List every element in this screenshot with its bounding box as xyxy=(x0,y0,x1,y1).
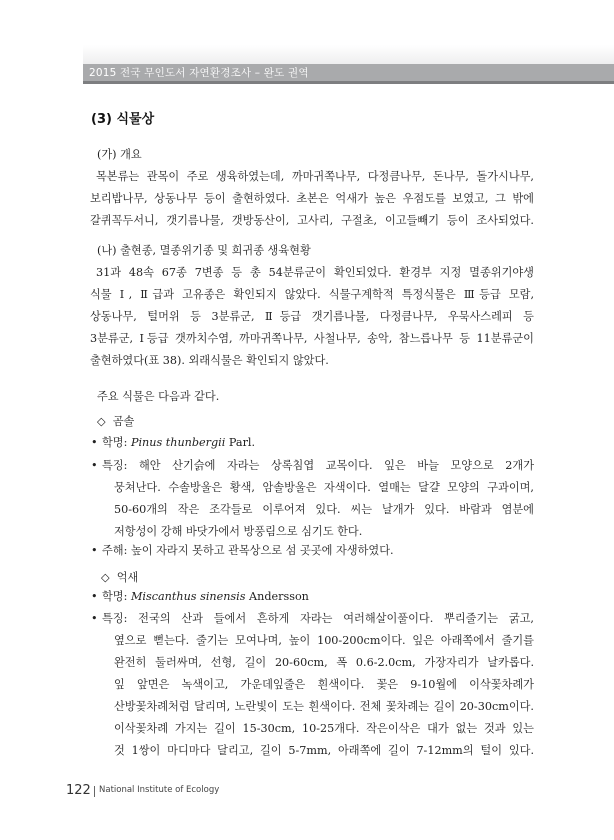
feature-line: 저항성이 강해 바닷가에서 방풍림으로 심기도 한다. xyxy=(114,525,363,538)
sci-name: Miscanthus sinensis xyxy=(130,590,246,603)
sci-author: Andersson xyxy=(245,590,309,603)
section-title: (3) 식물상 xyxy=(91,112,155,127)
paragraph-line: 상동나무, 털머위 등 3분류군, Ⅱ등급 갯기름나물, 다정큼나무, 우묵사스레피 등 xyxy=(90,310,534,323)
feature-line: 전국의 산과 들에서 흔하게 자라는 여러해살이풀이다. 뿌리줄기는 굵고, xyxy=(138,612,534,625)
bullet-icon: • xyxy=(91,590,98,603)
header-fade xyxy=(83,45,614,64)
plant-name: 곰솔 xyxy=(112,415,135,428)
paragraph-line: 보리밥나무, 상동나무 등이 출현하였다. 초본은 억새가 높은 우점도를 보였고, 그 밖에 xyxy=(90,192,534,205)
sci-label: 학명: xyxy=(102,590,131,603)
sci-author: Parl. xyxy=(225,436,256,449)
bullet-icon: • xyxy=(91,544,98,557)
plant-heading-gomsol xyxy=(97,413,134,429)
feature-line: 산방꽃차례처럼 달리며, 노란빛이 도는 흰색이다. 전체 꽃차례는 길이 20-30cm이다. xyxy=(114,700,534,713)
paragraph-line: 목본류는 관목이 주로 생육하였는데, 까마귀쪽나무, 다정큼나무, 돈나무, 돌가시나무, xyxy=(96,170,534,183)
paragraph-line: 갈퀴꼭두서니, 갯기름나물, 갯방동산이, 고사리, 구절초, 이고들빼기 등이 조사되었다. xyxy=(90,214,534,227)
running-header-title: 2015 전국 무인도서 자연환경조사 – 완도 권역 xyxy=(89,67,309,79)
paragraph-ga xyxy=(90,166,534,232)
diamond-icon: ◇ xyxy=(97,415,106,428)
sci-name: Pinus thunbergii xyxy=(130,436,226,449)
feature-item xyxy=(91,455,534,543)
feature-label: 특징: xyxy=(102,612,139,625)
footer-divider xyxy=(94,786,95,797)
diamond-icon: ◇ xyxy=(101,571,110,584)
feature-line: 완전히 둘러싸며, 선형, 길이 20-60cm, 폭 0.6-2.0cm, 가장자리가 날카롭다. xyxy=(114,656,534,669)
intro-text: 주요 식물은 다음과 같다. xyxy=(97,390,220,403)
feature-label: 특징: xyxy=(102,459,139,472)
feature-line: 옆으로 뻗는다. 줄기는 모여나며, 높이 100-200cm이다. 잎은 아래쪽에서 줄기를 xyxy=(114,634,534,647)
feature-line: 것 1쌍이 마디마다 달리고, 길이 5-7mm, 아래쪽에 길이 7-12mm의 털이 있다. xyxy=(114,744,534,757)
feature-line: 해안 산기슭에 자라는 상록침엽 교목이다. 잎은 바늘 모양으로 2개가 xyxy=(138,459,534,472)
feature-item xyxy=(91,608,534,762)
page-number: 122 xyxy=(66,783,91,798)
scientific-name-item xyxy=(91,586,534,608)
plant-name: 억새 xyxy=(116,571,139,584)
paragraph-line: 3분류군, Ⅰ등급 갯까치수염, 까마귀쪽나무, 사철나무, 송악, 참느릅나무 등 11분류군이 xyxy=(90,332,534,345)
footer-organization: National Institute of Ecology xyxy=(99,785,220,795)
scientific-name-item xyxy=(91,432,534,454)
paragraph-na xyxy=(90,262,534,372)
paragraph-line: 31과 48속 67종 7변종 등 총 54분류군이 확인되었다. 환경부 지정 멸종위기야생 xyxy=(96,266,534,279)
plant-heading-eoksae xyxy=(101,569,138,585)
header-underline xyxy=(83,81,614,84)
subsection-heading-ga: (가) 개요 xyxy=(97,148,142,161)
feature-line: 잎 앞면은 녹색이고, 가운데잎줄은 흰색이다. 꽃은 9-10월에 이삭꽃차례가 xyxy=(114,678,534,691)
feature-line: 이삭꽃차례 가지는 길이 15-30cm, 10-25개다. 작은이삭은 대가 없는 것과 있는 xyxy=(114,722,534,735)
note-item xyxy=(91,540,534,562)
feature-line: 50-60개의 작은 조각들로 이루어져 있다. 씨는 날개가 있다. 바람과 염분에 xyxy=(114,503,534,516)
subsection-heading-na: (나) 출현종, 멸종위기종 및 희귀종 생육현황 xyxy=(97,244,311,257)
note-text: 주해: 높이 자라지 못하고 관목상으로 섬 곳곳에 자생하였다. xyxy=(102,544,394,557)
bullet-icon: • xyxy=(91,436,98,449)
bullet-icon: • xyxy=(91,612,98,625)
feature-line: 뭉쳐난다. 수솔방울은 황색, 암솔방울은 자색이다. 열매는 달걀 모양의 구과이며, xyxy=(114,481,534,494)
bullet-icon: • xyxy=(91,459,98,472)
paragraph-line: 출현하였다(표 38). 외래식물은 확인되지 않았다. xyxy=(90,354,329,367)
paragraph-line: 식물 Ⅰ, Ⅱ급과 고유종은 확인되지 않았다. 식물구계학적 특정식물은 Ⅲ등급 모람, xyxy=(90,288,534,301)
sci-label: 학명: xyxy=(102,436,131,449)
